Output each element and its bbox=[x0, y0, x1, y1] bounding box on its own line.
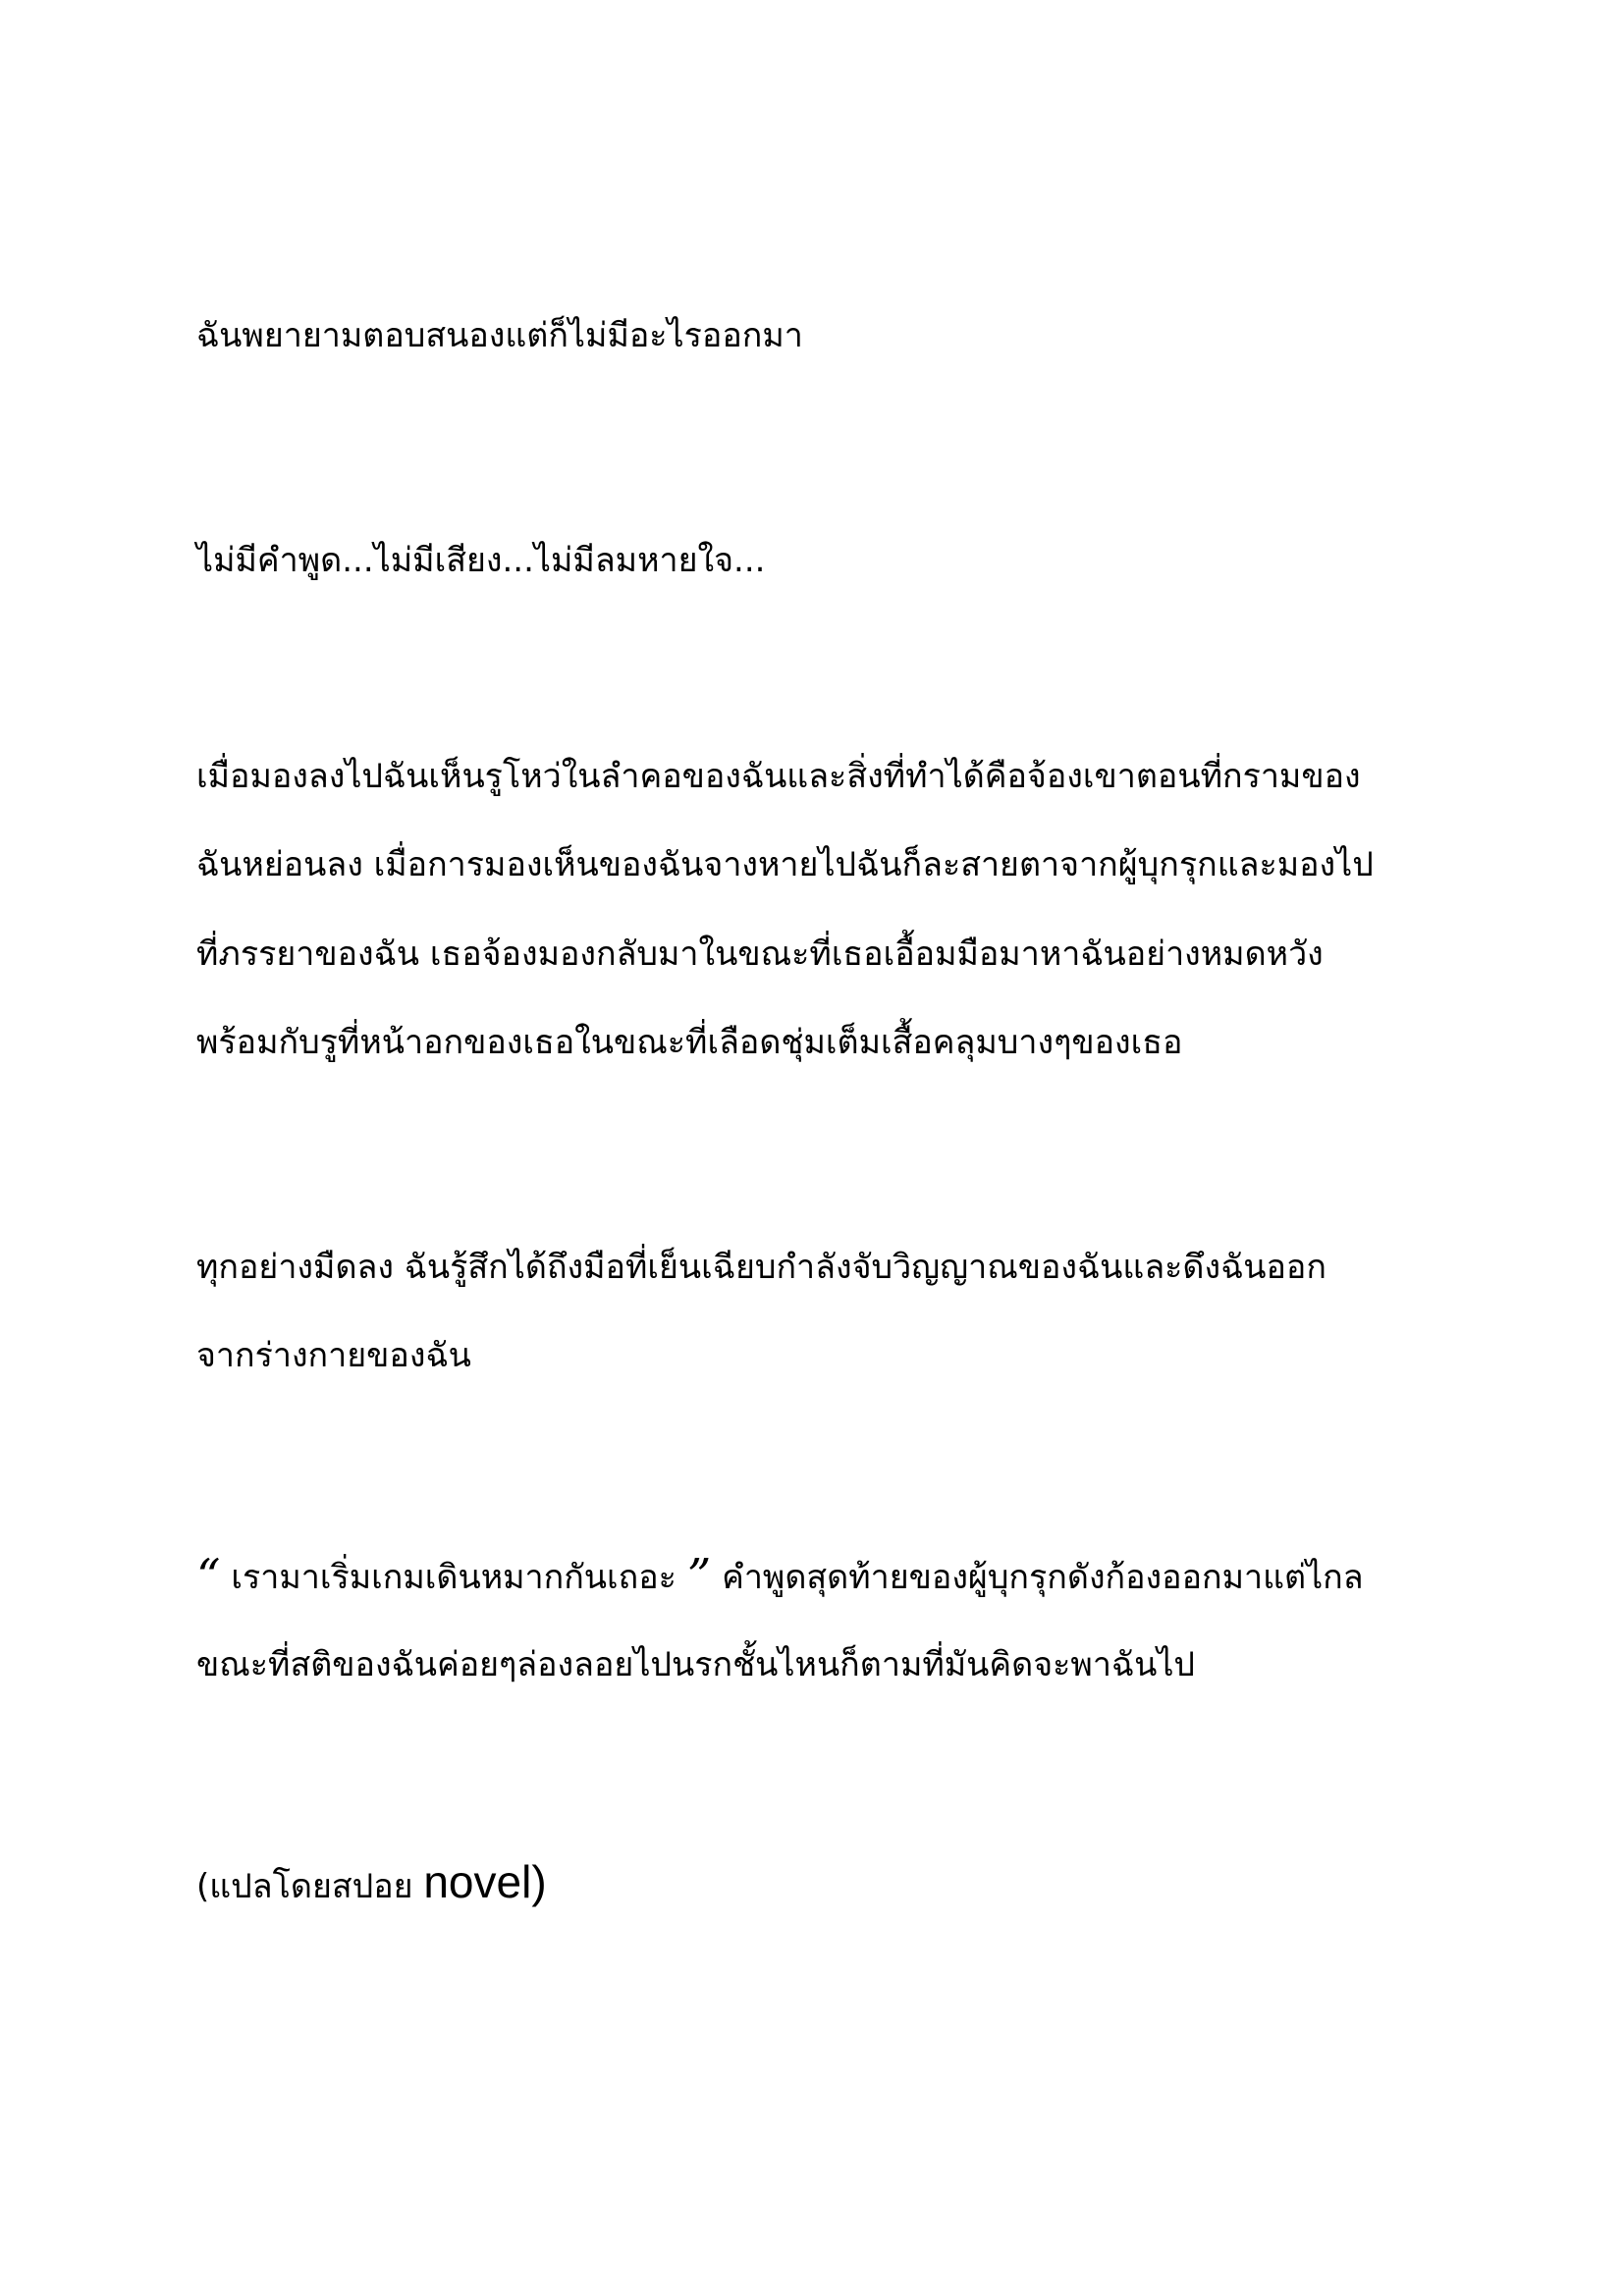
paragraph-3-line-4: พร้อมกับรูที่หน้าอกของเธอในขณะที่เลือดชุ่มเต็มเสื้อคลุมบางๆของเธอ bbox=[196, 1023, 1183, 1062]
paragraph-2-line-1: ไม่มีคำพูด...ไม่มีเสียง...ไม่มีลมหายใจ... bbox=[196, 541, 766, 580]
translator-credit bbox=[196, 1858, 547, 1910]
paragraph-1-line-1: ฉันพยายามตอบสนองแต่ก็ไม่มีอะไรออกมา bbox=[196, 316, 803, 355]
open-quote-mark: “ bbox=[196, 1549, 221, 1604]
paragraph-4-line-2: จากร่างกายของฉัน bbox=[196, 1336, 471, 1375]
paragraph-3-line-3: ที่ภรรยาของฉัน เธอจ้องมองกลับมาในขณะที่เธอเอื้อมมือมาหาฉันอย่างหมดหวัง bbox=[196, 934, 1324, 974]
paragraph-4-line-1: ทุกอย่างมืดลง ฉันรู้สึกได้ถึงมือที่เย็นเฉียบกำลังจับวิญญาณของฉันและดึงฉันออก bbox=[196, 1248, 1326, 1287]
quoted-speech: เรามาเริ่มเกมเดินหมากกันเถอะ bbox=[220, 1558, 687, 1597]
close-quote-mark: ” bbox=[686, 1549, 712, 1604]
paragraph-3-line-1: เมื่อมองลงไปฉันเห็นรูโหว่ในลำคอของฉันและสิ่งที่ทำได้คือจ้องเขาตอนที่กรามของ bbox=[196, 757, 1361, 796]
credit-prefix: (แปลโดยสปอย bbox=[196, 1867, 424, 1906]
paragraph-3-line-2: ฉันหย่อนลง เมื่อการมองเห็นของฉันจางหายไปฉันก็ละสายตาจากผู้บุกรุกและมองไป bbox=[196, 845, 1374, 884]
paragraph-5-line-2: ขณะที่สติของฉันค่อยๆล่องลอยไปนรกชั้นไหนก็ตามที่มันคิดจะพาฉันไป bbox=[196, 1645, 1196, 1684]
credit-novel: novel) bbox=[423, 1856, 547, 1907]
paragraph-5-line-1 bbox=[196, 1549, 1364, 1604]
after-quote-text: คำพูดสุดท้ายของผู้บุกรุกดังก้องออกมาแต่ไกล bbox=[711, 1558, 1364, 1597]
